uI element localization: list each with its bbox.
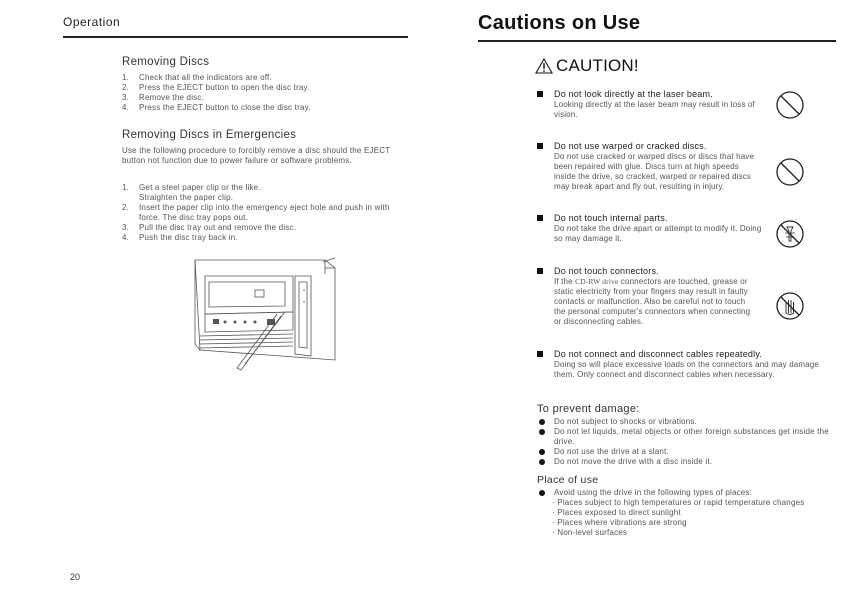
bullet-square-icon [537,351,543,357]
list-item: 2. Insert the paper clip into the emergency eject hole and push in with force. The disc tray pops out. [122,203,390,222]
sub-item: · Places where vibrations are strong [552,518,687,527]
page-number: 20 [70,572,81,582]
section-title-emergency: Removing Discs in Emergencies [122,129,297,141]
prevent-list [537,417,832,467]
header-rule [478,40,836,42]
emergency-intro: Use the following procedure to forcibly remove a disc should the EJECT button not function due to power failure or software problems. [122,146,391,165]
caution-title: CAUTION! [556,56,639,75]
drive-eject-illustration [185,252,345,374]
bullet-dot-icon [539,490,545,496]
section-title-place: Place of use [537,474,599,486]
section-title-removing: Removing Discs [122,56,210,68]
header-rule [63,36,408,38]
list-item: 1. Get a steel paper clip or the like. Straighten the paper clip. [122,183,261,202]
list-item: 2. Press the EJECT button to open the disc tray. [122,83,310,92]
sub-item: · Places subject to high temperatures or rapid temperature changes [552,498,805,507]
prohibited-icon [775,90,805,120]
list-item: Do not let liquids, metal objects or other foreign substances get inside the drive. [537,427,832,447]
caution-heading [535,56,639,76]
no-disassembly-icon [775,219,805,249]
bullet-dot-icon [539,419,545,425]
list-item: Do not use the drive at a slant. [537,447,832,457]
caution-item: Do not connect and disconnect cables repeatedly. Doing so will place excessive loads on the connectors and may damage them. Only connect and disconnect cables when necessary. [537,349,832,395]
list-item: Do not move the drive with a disc inside it. [537,457,832,467]
bullet-square-icon [537,143,543,149]
emergency-steps [122,183,412,243]
removing-steps [122,73,412,113]
list-item: 4. Push the disc tray back in. [122,233,238,242]
caution-item: Do not touch internal parts. Do not take the drive apart or attempt to modify it. Doing so may damage it. [537,213,799,253]
bullet-dot-icon [539,459,545,465]
caution-item: Do not use warped or cracked discs. Do not use cracked or warped discs or discs that have been repaired with glue. Discs turn at high speeds inside the drive, so cracked, warped or repaired discs may break apart and fly out, resulting in injury. [537,141,799,207]
bullet-dot-icon [539,449,545,455]
caution-item: Do not look directly at the laser beam. Looking directly at the laser beam may result in loss of vision. [537,89,799,129]
bullet-square-icon [537,215,543,221]
list-item: 4. Press the EJECT button to close the disc tray. [122,103,311,112]
sub-item: · Non-level surfaces [552,528,628,537]
page-title: Cautions on Use [478,12,641,34]
no-touch-icon [775,291,805,321]
list-item: Do not subject to shocks or vibrations. [537,417,832,427]
running-header: Operation [63,15,121,29]
bullet-square-icon [537,91,543,97]
bullet-square-icon [537,268,543,274]
section-title-prevent: To prevent damage: [537,403,640,415]
list-item: 3. Pull the disc tray out and remove the disc. [122,223,297,232]
list-item: Avoid using the drive in the following types of places: [537,488,832,498]
caution-item: Do not touch connectors. If the CD-RW drive connectors are touched, grease or static electricity from your fingers may result in faulty contacts or malfunction. Also be careful not to touch the personal computer's connectors when connecting or disconnecting cables. [537,266,799,344]
brand-text: CD-RW drive [575,277,619,286]
list-item: 1. Check that all the indicators are off. [122,73,272,82]
bullet-dot-icon [539,429,545,435]
place-list [537,488,832,538]
sub-item: · Places exposed to direct sunlight [552,508,681,517]
list-item: 3. Remove the disc. [122,93,205,102]
warning-triangle-icon [535,58,553,74]
prohibited-icon [775,157,805,187]
